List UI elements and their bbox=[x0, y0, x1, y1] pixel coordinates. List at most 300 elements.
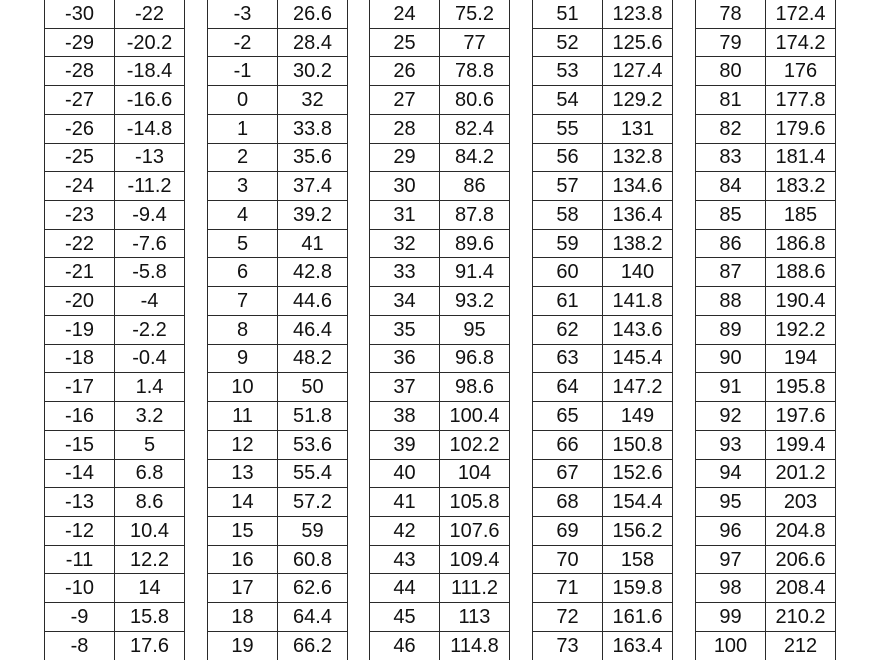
value-cell-right: 17.6 bbox=[115, 631, 185, 660]
value-cell-right: 55.4 bbox=[278, 459, 348, 488]
value-cell-left: -16 bbox=[45, 402, 115, 431]
table-row bbox=[370, 86, 510, 115]
value-cell-left: 54 bbox=[533, 86, 603, 115]
value-cell-right: 30.2 bbox=[278, 57, 348, 86]
value-cell-left: -1 bbox=[208, 57, 278, 86]
table-row bbox=[533, 545, 673, 574]
table-row bbox=[533, 57, 673, 86]
value-cell-left: 79 bbox=[696, 28, 766, 57]
value-cell-right: 203 bbox=[766, 488, 836, 517]
value-cell-left: 9 bbox=[208, 344, 278, 373]
table-row bbox=[696, 344, 836, 373]
table-row bbox=[533, 258, 673, 287]
value-cell-right: 96.8 bbox=[440, 344, 510, 373]
table-row bbox=[533, 201, 673, 230]
value-cell-right: 98.6 bbox=[440, 373, 510, 402]
table-row bbox=[533, 0, 673, 28]
value-cell-left: -19 bbox=[45, 315, 115, 344]
value-cell-left: 60 bbox=[533, 258, 603, 287]
value-cell-right: -13 bbox=[115, 143, 185, 172]
table-row bbox=[696, 0, 836, 28]
value-cell-right: 190.4 bbox=[766, 287, 836, 316]
value-cell-right: 131 bbox=[603, 114, 673, 143]
table-row bbox=[370, 114, 510, 143]
value-cell-right: 104 bbox=[440, 459, 510, 488]
table-row bbox=[533, 315, 673, 344]
value-cell-left: 58 bbox=[533, 201, 603, 230]
value-cell-left: -8 bbox=[45, 631, 115, 660]
value-cell-right: 194 bbox=[766, 344, 836, 373]
value-cell-right: 8.6 bbox=[115, 488, 185, 517]
table-row bbox=[45, 0, 185, 28]
value-cell-right: -4 bbox=[115, 287, 185, 316]
table-row bbox=[208, 373, 348, 402]
table-row bbox=[45, 545, 185, 574]
value-cell-left: 19 bbox=[208, 631, 278, 660]
value-cell-left: 87 bbox=[696, 258, 766, 287]
value-cell-right: 129.2 bbox=[603, 86, 673, 115]
value-cell-left: 56 bbox=[533, 143, 603, 172]
value-cell-left: 18 bbox=[208, 603, 278, 632]
value-cell-right: 62.6 bbox=[278, 574, 348, 603]
value-cell-left: 7 bbox=[208, 287, 278, 316]
value-cell-left: -10 bbox=[45, 574, 115, 603]
table-row bbox=[533, 172, 673, 201]
table-row bbox=[45, 402, 185, 431]
table-row bbox=[696, 287, 836, 316]
value-cell-left: 95 bbox=[696, 488, 766, 517]
table-row bbox=[533, 603, 673, 632]
value-cell-left: 52 bbox=[533, 28, 603, 57]
value-cell-right: 140 bbox=[603, 258, 673, 287]
value-cell-left: 68 bbox=[533, 488, 603, 517]
value-cell-left: -29 bbox=[45, 28, 115, 57]
value-cell-left: -21 bbox=[45, 258, 115, 287]
value-cell-right: 15.8 bbox=[115, 603, 185, 632]
value-cell-right: 208.4 bbox=[766, 574, 836, 603]
value-cell-left: -17 bbox=[45, 373, 115, 402]
table-row bbox=[208, 258, 348, 287]
table-row bbox=[45, 315, 185, 344]
value-cell-right: 102.2 bbox=[440, 430, 510, 459]
value-cell-right: 206.6 bbox=[766, 545, 836, 574]
value-cell-right: 141.8 bbox=[603, 287, 673, 316]
table-row bbox=[370, 344, 510, 373]
value-cell-left: 4 bbox=[208, 201, 278, 230]
value-cell-left: -27 bbox=[45, 86, 115, 115]
value-cell-right: 125.6 bbox=[603, 28, 673, 57]
table-row bbox=[696, 258, 836, 287]
value-cell-left: -18 bbox=[45, 344, 115, 373]
value-cell-left: 17 bbox=[208, 574, 278, 603]
value-cell-left: 41 bbox=[370, 488, 440, 517]
value-cell-left: 40 bbox=[370, 459, 440, 488]
value-cell-left: 15 bbox=[208, 516, 278, 545]
table-row bbox=[45, 143, 185, 172]
value-cell-left: 26 bbox=[370, 57, 440, 86]
value-cell-right: 82.4 bbox=[440, 114, 510, 143]
value-cell-left: 30 bbox=[370, 172, 440, 201]
value-cell-right: 6.8 bbox=[115, 459, 185, 488]
value-cell-right: 53.6 bbox=[278, 430, 348, 459]
table-row bbox=[45, 258, 185, 287]
table-row bbox=[45, 201, 185, 230]
conversion-table-block-3 bbox=[369, 0, 510, 660]
table-row bbox=[696, 143, 836, 172]
table-row bbox=[696, 459, 836, 488]
value-cell-left: 80 bbox=[696, 57, 766, 86]
value-cell-right: 80.6 bbox=[440, 86, 510, 115]
table-row bbox=[208, 229, 348, 258]
value-cell-left: 83 bbox=[696, 143, 766, 172]
table-row bbox=[696, 86, 836, 115]
value-cell-left: 53 bbox=[533, 57, 603, 86]
value-cell-left: 88 bbox=[696, 287, 766, 316]
value-cell-left: 86 bbox=[696, 229, 766, 258]
table-row bbox=[45, 28, 185, 57]
value-cell-right: 51.8 bbox=[278, 402, 348, 431]
value-cell-right: 176 bbox=[766, 57, 836, 86]
value-cell-left: 25 bbox=[370, 28, 440, 57]
value-cell-right: 152.6 bbox=[603, 459, 673, 488]
table-row bbox=[696, 172, 836, 201]
value-cell-left: 2 bbox=[208, 143, 278, 172]
table-row bbox=[45, 603, 185, 632]
value-cell-right: -11.2 bbox=[115, 172, 185, 201]
table-row bbox=[370, 0, 510, 28]
value-cell-right: 41 bbox=[278, 229, 348, 258]
table-row bbox=[533, 86, 673, 115]
value-cell-left: 71 bbox=[533, 574, 603, 603]
value-cell-left: 84 bbox=[696, 172, 766, 201]
table-row bbox=[45, 488, 185, 517]
value-cell-right: -7.6 bbox=[115, 229, 185, 258]
value-cell-left: 10 bbox=[208, 373, 278, 402]
table-row bbox=[208, 459, 348, 488]
value-cell-right: 163.4 bbox=[603, 631, 673, 660]
value-cell-right: 78.8 bbox=[440, 57, 510, 86]
table-row bbox=[533, 114, 673, 143]
value-cell-left: 51 bbox=[533, 0, 603, 28]
value-cell-left: -22 bbox=[45, 229, 115, 258]
value-cell-left: 38 bbox=[370, 402, 440, 431]
table-row bbox=[208, 344, 348, 373]
value-cell-right: 37.4 bbox=[278, 172, 348, 201]
value-cell-left: 31 bbox=[370, 201, 440, 230]
value-cell-right: 181.4 bbox=[766, 143, 836, 172]
table-row bbox=[533, 287, 673, 316]
table-row bbox=[533, 373, 673, 402]
value-cell-left: 93 bbox=[696, 430, 766, 459]
table-row bbox=[208, 631, 348, 660]
value-cell-left: 39 bbox=[370, 430, 440, 459]
table-row bbox=[533, 574, 673, 603]
value-cell-right: -18.4 bbox=[115, 57, 185, 86]
value-cell-left: 46 bbox=[370, 631, 440, 660]
value-cell-right: 123.8 bbox=[603, 0, 673, 28]
table-row bbox=[208, 287, 348, 316]
value-cell-right: 44.6 bbox=[278, 287, 348, 316]
table-row bbox=[696, 57, 836, 86]
table-row bbox=[45, 172, 185, 201]
table-row bbox=[45, 516, 185, 545]
value-cell-right: 75.2 bbox=[440, 0, 510, 28]
value-cell-left: 72 bbox=[533, 603, 603, 632]
table-row bbox=[533, 631, 673, 660]
value-cell-left: 37 bbox=[370, 373, 440, 402]
value-cell-right: -0.4 bbox=[115, 344, 185, 373]
table-row bbox=[370, 516, 510, 545]
table-row bbox=[533, 143, 673, 172]
value-cell-right: 195.8 bbox=[766, 373, 836, 402]
value-cell-right: 174.2 bbox=[766, 28, 836, 57]
table-row bbox=[45, 459, 185, 488]
value-cell-right: 105.8 bbox=[440, 488, 510, 517]
value-cell-left: 57 bbox=[533, 172, 603, 201]
table-row bbox=[370, 57, 510, 86]
value-cell-right: 192.2 bbox=[766, 315, 836, 344]
table-row bbox=[533, 430, 673, 459]
value-cell-right: 84.2 bbox=[440, 143, 510, 172]
value-cell-right: 77 bbox=[440, 28, 510, 57]
value-cell-left: -25 bbox=[45, 143, 115, 172]
table-row bbox=[533, 28, 673, 57]
value-cell-right: 204.8 bbox=[766, 516, 836, 545]
value-cell-left: 70 bbox=[533, 545, 603, 574]
value-cell-right: -9.4 bbox=[115, 201, 185, 230]
value-cell-left: 78 bbox=[696, 0, 766, 28]
value-cell-left: 82 bbox=[696, 114, 766, 143]
value-cell-right: 100.4 bbox=[440, 402, 510, 431]
value-cell-right: 161.6 bbox=[603, 603, 673, 632]
value-cell-right: 145.4 bbox=[603, 344, 673, 373]
table-row bbox=[696, 430, 836, 459]
table-row bbox=[370, 402, 510, 431]
value-cell-left: 62 bbox=[533, 315, 603, 344]
table-row bbox=[208, 430, 348, 459]
value-cell-left: -24 bbox=[45, 172, 115, 201]
value-cell-right: 10.4 bbox=[115, 516, 185, 545]
table-row bbox=[208, 315, 348, 344]
table-row bbox=[208, 488, 348, 517]
table-row bbox=[208, 402, 348, 431]
value-cell-left: 8 bbox=[208, 315, 278, 344]
value-cell-left: 69 bbox=[533, 516, 603, 545]
table-row bbox=[370, 258, 510, 287]
conversion-table-block-2 bbox=[207, 0, 348, 660]
value-cell-right: 48.2 bbox=[278, 344, 348, 373]
table-row bbox=[45, 86, 185, 115]
value-cell-left: 73 bbox=[533, 631, 603, 660]
value-cell-right: 87.8 bbox=[440, 201, 510, 230]
value-cell-right: 136.4 bbox=[603, 201, 673, 230]
value-cell-right: 134.6 bbox=[603, 172, 673, 201]
value-cell-right: 185 bbox=[766, 201, 836, 230]
value-cell-right: 1.4 bbox=[115, 373, 185, 402]
table-row bbox=[696, 402, 836, 431]
value-cell-left: -30 bbox=[45, 0, 115, 28]
value-cell-right: 86 bbox=[440, 172, 510, 201]
value-cell-right: 113 bbox=[440, 603, 510, 632]
table-row bbox=[208, 143, 348, 172]
table-row bbox=[45, 430, 185, 459]
value-cell-left: 13 bbox=[208, 459, 278, 488]
value-cell-left: 11 bbox=[208, 402, 278, 431]
table-row bbox=[370, 603, 510, 632]
value-cell-right: 3.2 bbox=[115, 402, 185, 431]
value-cell-left: 29 bbox=[370, 143, 440, 172]
value-cell-right: 183.2 bbox=[766, 172, 836, 201]
value-cell-left: 32 bbox=[370, 229, 440, 258]
table-row bbox=[370, 430, 510, 459]
table-row bbox=[696, 315, 836, 344]
value-cell-right: 64.4 bbox=[278, 603, 348, 632]
value-cell-right: 127.4 bbox=[603, 57, 673, 86]
table-row bbox=[370, 545, 510, 574]
value-cell-right: -20.2 bbox=[115, 28, 185, 57]
table-row bbox=[370, 229, 510, 258]
value-cell-right: 210.2 bbox=[766, 603, 836, 632]
table-row bbox=[533, 402, 673, 431]
value-cell-right: 28.4 bbox=[278, 28, 348, 57]
table-row bbox=[208, 201, 348, 230]
table-row bbox=[696, 545, 836, 574]
value-cell-left: 55 bbox=[533, 114, 603, 143]
value-cell-left: -15 bbox=[45, 430, 115, 459]
table-row bbox=[696, 373, 836, 402]
value-cell-right: 39.2 bbox=[278, 201, 348, 230]
value-cell-left: 98 bbox=[696, 574, 766, 603]
value-cell-left: 81 bbox=[696, 86, 766, 115]
value-cell-right: 57.2 bbox=[278, 488, 348, 517]
value-cell-left: 28 bbox=[370, 114, 440, 143]
value-cell-right: 201.2 bbox=[766, 459, 836, 488]
table-row bbox=[208, 57, 348, 86]
value-cell-left: 66 bbox=[533, 430, 603, 459]
table-row bbox=[45, 287, 185, 316]
value-cell-right: 35.6 bbox=[278, 143, 348, 172]
table-row bbox=[696, 201, 836, 230]
value-cell-left: -20 bbox=[45, 287, 115, 316]
value-cell-right: 26.6 bbox=[278, 0, 348, 28]
value-cell-left: 59 bbox=[533, 229, 603, 258]
value-cell-left: -13 bbox=[45, 488, 115, 517]
value-cell-left: 97 bbox=[696, 545, 766, 574]
table-row bbox=[45, 574, 185, 603]
value-cell-left: 35 bbox=[370, 315, 440, 344]
value-cell-left: -2 bbox=[208, 28, 278, 57]
table-row bbox=[533, 229, 673, 258]
table-row bbox=[370, 373, 510, 402]
value-cell-left: 85 bbox=[696, 201, 766, 230]
table-row bbox=[533, 459, 673, 488]
value-cell-left: 6 bbox=[208, 258, 278, 287]
value-cell-right: 89.6 bbox=[440, 229, 510, 258]
table-row bbox=[208, 516, 348, 545]
value-cell-right: 107.6 bbox=[440, 516, 510, 545]
conversion-table-block-5 bbox=[695, 0, 836, 660]
table-row bbox=[696, 114, 836, 143]
table-row bbox=[208, 28, 348, 57]
value-cell-left: 1 bbox=[208, 114, 278, 143]
value-cell-left: 99 bbox=[696, 603, 766, 632]
value-cell-left: 36 bbox=[370, 344, 440, 373]
table-row bbox=[45, 631, 185, 660]
table-row bbox=[696, 229, 836, 258]
value-cell-right: 59 bbox=[278, 516, 348, 545]
table-row bbox=[696, 631, 836, 660]
table-row bbox=[208, 86, 348, 115]
conversion-table-block-4 bbox=[532, 0, 673, 660]
value-cell-left: 45 bbox=[370, 603, 440, 632]
value-cell-right: 159.8 bbox=[603, 574, 673, 603]
table-row bbox=[696, 603, 836, 632]
value-cell-right: 179.6 bbox=[766, 114, 836, 143]
table-row bbox=[696, 574, 836, 603]
table-row bbox=[533, 488, 673, 517]
value-cell-right: 147.2 bbox=[603, 373, 673, 402]
table-row bbox=[208, 172, 348, 201]
table-row bbox=[370, 315, 510, 344]
value-cell-left: -11 bbox=[45, 545, 115, 574]
value-cell-left: 3 bbox=[208, 172, 278, 201]
value-cell-right: 150.8 bbox=[603, 430, 673, 459]
value-cell-left: 33 bbox=[370, 258, 440, 287]
value-cell-right: 14 bbox=[115, 574, 185, 603]
value-cell-right: 66.2 bbox=[278, 631, 348, 660]
value-cell-right: 212 bbox=[766, 631, 836, 660]
table-row bbox=[370, 459, 510, 488]
value-cell-right: 32 bbox=[278, 86, 348, 115]
value-cell-right: 12.2 bbox=[115, 545, 185, 574]
value-cell-right: -16.6 bbox=[115, 86, 185, 115]
value-cell-left: 5 bbox=[208, 229, 278, 258]
table-row bbox=[696, 516, 836, 545]
value-cell-right: -14.8 bbox=[115, 114, 185, 143]
table-row bbox=[370, 172, 510, 201]
value-cell-right: 158 bbox=[603, 545, 673, 574]
value-cell-right: 114.8 bbox=[440, 631, 510, 660]
table-row bbox=[696, 28, 836, 57]
table-row bbox=[370, 574, 510, 603]
table-row bbox=[370, 201, 510, 230]
value-cell-left: -9 bbox=[45, 603, 115, 632]
value-cell-left: 14 bbox=[208, 488, 278, 517]
value-cell-right: 149 bbox=[603, 402, 673, 431]
table-row bbox=[370, 143, 510, 172]
value-cell-right: 95 bbox=[440, 315, 510, 344]
table-row bbox=[370, 287, 510, 316]
value-cell-right: 109.4 bbox=[440, 545, 510, 574]
table-row bbox=[370, 28, 510, 57]
value-cell-right: 199.4 bbox=[766, 430, 836, 459]
value-cell-left: 64 bbox=[533, 373, 603, 402]
value-cell-left: 34 bbox=[370, 287, 440, 316]
value-cell-left: 61 bbox=[533, 287, 603, 316]
value-cell-right: -2.2 bbox=[115, 315, 185, 344]
value-cell-right: 132.8 bbox=[603, 143, 673, 172]
value-cell-right: 143.6 bbox=[603, 315, 673, 344]
value-cell-left: 16 bbox=[208, 545, 278, 574]
value-cell-right: 177.8 bbox=[766, 86, 836, 115]
table-row bbox=[208, 114, 348, 143]
value-cell-left: 100 bbox=[696, 631, 766, 660]
table-row bbox=[208, 545, 348, 574]
value-cell-left: 89 bbox=[696, 315, 766, 344]
value-cell-right: 93.2 bbox=[440, 287, 510, 316]
value-cell-left: 65 bbox=[533, 402, 603, 431]
value-cell-left: -12 bbox=[45, 516, 115, 545]
